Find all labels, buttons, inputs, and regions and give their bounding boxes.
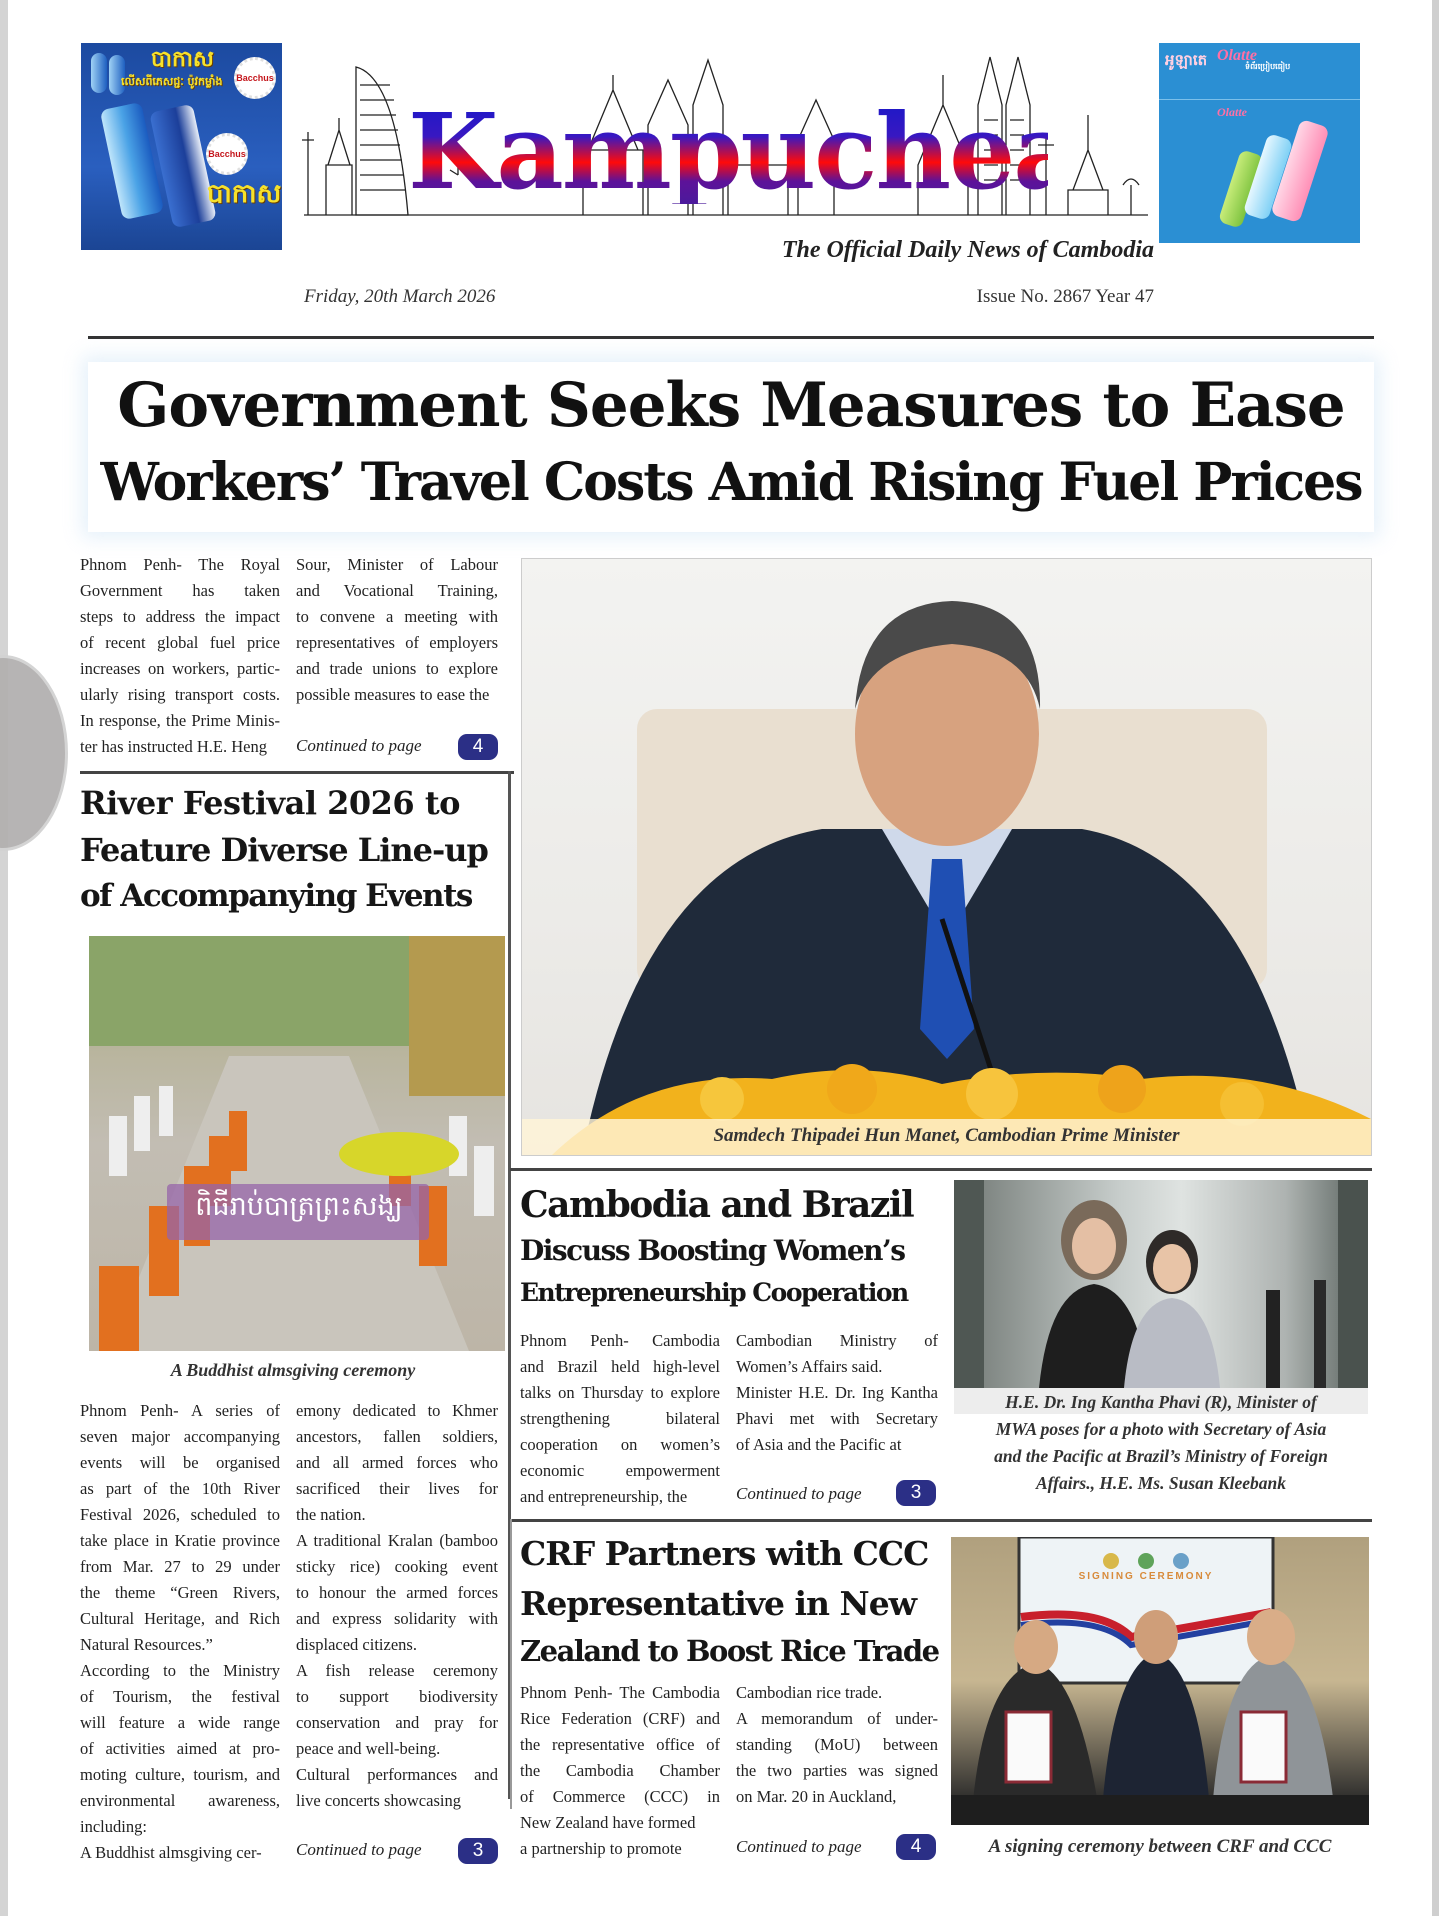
text-line: the Cambodia Chamber xyxy=(520,1761,720,1780)
crf-story-col2 xyxy=(736,1680,938,1810)
text-line: representatives of employers xyxy=(296,633,498,652)
section-divider xyxy=(510,1168,1372,1171)
column-divider xyxy=(510,1519,512,1809)
viewer-left-edge xyxy=(0,0,8,1916)
text-line: to honour the armed forces xyxy=(296,1583,498,1602)
text-line: seven major accompanying xyxy=(80,1427,280,1446)
text-line: events will be organised xyxy=(80,1453,280,1472)
text-line: increases on workers, partic- xyxy=(80,659,280,678)
text-line: conservation and pray for xyxy=(296,1713,498,1732)
text-line: will feature a wide range xyxy=(80,1713,280,1732)
bacchus-logo: Bacchus xyxy=(206,133,248,175)
brazil-caption-line4: Affairs., H.E. Ms. Susan Kleebank xyxy=(1035,1473,1287,1493)
text-line: to convene a meeting with xyxy=(296,607,498,626)
issue-date: Friday, 20th March 2026 xyxy=(304,286,496,307)
text-line: peace and well-being. xyxy=(296,1739,441,1758)
almsgiving-caption: A Buddhist almsgiving ceremony xyxy=(170,1360,416,1380)
text-line: cooperation on women’s xyxy=(520,1435,720,1454)
brazil-headline-line1[interactable]: Cambodia and Brazil xyxy=(520,1184,914,1226)
text-line: Cambodian Ministry of xyxy=(736,1331,938,1350)
continued-page-badge[interactable]: 3 xyxy=(896,1480,936,1506)
text-line: emony dedicated to Khmer xyxy=(296,1401,498,1420)
text-line: Phnom Penh- A series of xyxy=(80,1401,280,1420)
crf-headline-line3[interactable]: Zealand to Boost Rice Trade xyxy=(520,1634,939,1668)
text-line: A Buddhist almsgiving cer- xyxy=(80,1843,262,1862)
brazil-story-col2 xyxy=(736,1328,938,1458)
text-line: In response, the Prime Minis- xyxy=(80,711,280,730)
text-line: of Commerce (CCC) in xyxy=(520,1787,720,1806)
text-line: and Vocational Training, xyxy=(296,581,498,600)
brazil-caption-line2: MWA poses for a photo with Secretary of Asia xyxy=(995,1419,1327,1439)
text-line: Sour, Minister of Labour xyxy=(296,555,498,574)
text-line: strengthening bilateral xyxy=(520,1409,720,1428)
text-line: Phnom Penh- The Cambodia xyxy=(520,1683,720,1702)
text-line: on Mar. 20 in Auckland, xyxy=(736,1787,897,1806)
text-line: According to the Ministry xyxy=(80,1661,280,1680)
bacchus-advertisement[interactable] xyxy=(81,43,282,250)
text-line: the representative office of xyxy=(520,1735,720,1754)
masthead-rule xyxy=(88,336,1374,339)
text-line: New Zealand have formed xyxy=(520,1813,696,1832)
continued-label: Continued to page xyxy=(736,1837,862,1856)
prime-minister-caption: Samdech Thipadei Hun Manet, Cambodian Prime Minister xyxy=(713,1125,1180,1146)
continued-page-badge[interactable]: 4 xyxy=(896,1834,936,1860)
crf-headline-line2[interactable]: Representative in New xyxy=(520,1584,917,1623)
text-line: and entrepreneurship, the xyxy=(520,1487,688,1506)
lead-story-col1 xyxy=(80,552,280,760)
bacchus-logo: Bacchus xyxy=(234,57,276,99)
text-line: environmental awareness, xyxy=(80,1791,280,1810)
text-line: Cultural performances and xyxy=(296,1765,498,1784)
brazil-headline-line2[interactable]: Discuss Boosting Women’s xyxy=(520,1234,905,1267)
text-line: Natural Resources.” xyxy=(80,1635,213,1654)
text-line: the theme “Green Rivers, xyxy=(80,1583,280,1602)
issue-number: Issue No. 2867 Year 47 xyxy=(976,286,1154,307)
text-line: Government has taken xyxy=(80,581,280,600)
text-line: sacrificed their lives for xyxy=(296,1479,498,1498)
river-headline-line3[interactable]: of Accompanying Events xyxy=(80,878,472,914)
text-line: talks on Thursday to explore xyxy=(520,1383,720,1402)
text-line: to support biodiversity xyxy=(296,1687,498,1706)
river-headline-line2[interactable]: Feature Diverse Line-up xyxy=(80,831,488,869)
text-line: Minister H.E. Dr. Ing Kantha xyxy=(736,1383,938,1402)
text-line: Festival 2026, scheduled to xyxy=(80,1505,280,1524)
brazil-caption-line3: and the Pacific at Brazil’s Ministry of Foreign xyxy=(994,1446,1328,1466)
text-line: of Tourism, the festival xyxy=(80,1687,280,1706)
river-story-col1 xyxy=(80,1398,280,1866)
viewer-right-edge xyxy=(1432,0,1439,1916)
olatte-logo: Olatte xyxy=(1217,47,1257,64)
newspaper-page xyxy=(8,0,1432,1916)
screen-title: SIGNING CEREMONY xyxy=(1078,1571,1214,1582)
section-divider xyxy=(510,1519,1372,1522)
two-women-illustration xyxy=(954,1180,1368,1388)
text-line: of activities aimed at pro- xyxy=(80,1739,280,1758)
masthead-logo: Kampuchea xyxy=(408,90,1079,213)
text-line: and trade unions to explore xyxy=(296,659,498,678)
signing-caption: A signing ceremony between CRF and CCC xyxy=(988,1836,1332,1857)
text-line: a partnership to promote xyxy=(520,1839,682,1858)
lead-headline-line1[interactable]: Government Seeks Measures to Ease xyxy=(117,370,1345,441)
olatte-logo: Olatte xyxy=(1217,105,1247,119)
continued-label: Continued to page xyxy=(296,1840,422,1859)
continued-label: Continued to page xyxy=(296,736,422,755)
brazil-caption-line1: H.E. Dr. Ing Kantha Phavi (R), Minister of xyxy=(1005,1392,1317,1412)
ad-divider xyxy=(1159,99,1360,100)
ad-khmer-footer: បាកាស xyxy=(207,179,282,209)
text-line: the two parties was signed xyxy=(736,1761,938,1780)
ad-khmer-title: អូឡាតេ xyxy=(1165,51,1208,69)
text-line: steps to address the impact xyxy=(80,607,280,626)
text-line: Rice Federation (CRF) and xyxy=(520,1709,720,1728)
text-line: as part of the 10th River xyxy=(80,1479,280,1498)
brazil-meeting-photo xyxy=(954,1180,1368,1388)
ad-khmer-tagline: ទំព័រប្រៀបធៀប xyxy=(1245,62,1291,71)
text-line: ularly rising transport costs. xyxy=(80,685,280,704)
text-line: Cultural Heritage, and Rich xyxy=(80,1609,280,1628)
almsgiving-photo xyxy=(89,936,505,1351)
river-headline-line1[interactable]: River Festival 2026 to xyxy=(80,784,460,822)
ad-khmer-slogan: លើសពីភេសជ្ជៈ ប៉ូវកម្លាំង xyxy=(121,75,223,88)
text-line: ancestors, fallen soldiers, xyxy=(296,1427,498,1446)
text-line: from Mar. 27 to 29 under xyxy=(80,1557,280,1576)
text-line: Phnom Penh- The Royal xyxy=(80,555,280,574)
signing-ceremony-photo xyxy=(951,1537,1369,1825)
text-line: standing (MoU) between xyxy=(736,1735,938,1754)
section-divider xyxy=(80,771,514,774)
text-line: moting culture, tourism, and xyxy=(80,1765,280,1784)
text-line: Phavi met with Secretary xyxy=(736,1409,938,1428)
almsgiving-illustration xyxy=(89,936,505,1351)
ad-khmer-title: បាកាស xyxy=(151,47,214,72)
can-image-small xyxy=(91,53,107,93)
text-line: and Brazil held high-level xyxy=(520,1357,720,1376)
lead-headline-box xyxy=(88,362,1374,532)
continued-page-badge[interactable]: 3 xyxy=(458,1838,498,1864)
masthead-tagline: The Official Daily News of Cambodia xyxy=(781,237,1154,263)
lead-headline-line2[interactable]: Workers’ Travel Costs Amid Rising Fuel Prices xyxy=(100,452,1362,513)
river-story-col2 xyxy=(296,1398,498,1814)
olatte-advertisement[interactable] xyxy=(1159,43,1360,243)
text-line: A memorandum of under- xyxy=(736,1709,938,1728)
text-line: live concerts showcasing xyxy=(296,1791,461,1810)
text-line: and all armed forces who xyxy=(296,1453,498,1472)
text-line: of Asia and the Pacific at xyxy=(736,1435,902,1454)
text-line: A traditional Kralan (bamboo xyxy=(296,1531,498,1550)
text-line: of recent global fuel price xyxy=(80,633,280,652)
text-line: Women’s Affairs said. xyxy=(736,1357,883,1376)
prime-minister-illustration xyxy=(522,559,1371,1155)
photo-overlay-khmer-title: ពិធីរាប់បាត្រព្រះសង្ឃ xyxy=(195,1191,403,1222)
text-line: Cambodian rice trade. xyxy=(736,1683,883,1702)
text-line: displaced citizens. xyxy=(296,1635,417,1654)
text-line: take place in Kratie province xyxy=(80,1531,280,1550)
text-line: ter has instructed H.E. Heng xyxy=(80,737,267,756)
text-line: and express solidarity with xyxy=(296,1609,498,1628)
text-line: A fish release ceremony xyxy=(296,1661,498,1680)
text-line: the nation. xyxy=(296,1505,366,1524)
continued-page-badge[interactable]: 4 xyxy=(458,734,498,760)
text-line: sticky rice) cooking event xyxy=(296,1557,498,1576)
prime-minister-photo xyxy=(521,558,1372,1156)
brazil-headline-line3[interactable]: Entrepreneurship Cooperation xyxy=(520,1278,908,1307)
continued-label: Continued to page xyxy=(736,1484,862,1503)
brazil-story-col1 xyxy=(520,1328,720,1510)
text-line: including: xyxy=(80,1817,147,1836)
crf-story-col1 xyxy=(520,1680,720,1862)
text-line: Phnom Penh- Cambodia xyxy=(520,1331,720,1350)
text-line: economic empowerment xyxy=(520,1461,720,1480)
crf-headline-line1[interactable]: CRF Partners with CCC xyxy=(520,1534,929,1573)
text-line: possible measures to ease the xyxy=(296,685,490,704)
lead-story-col2 xyxy=(296,552,498,708)
